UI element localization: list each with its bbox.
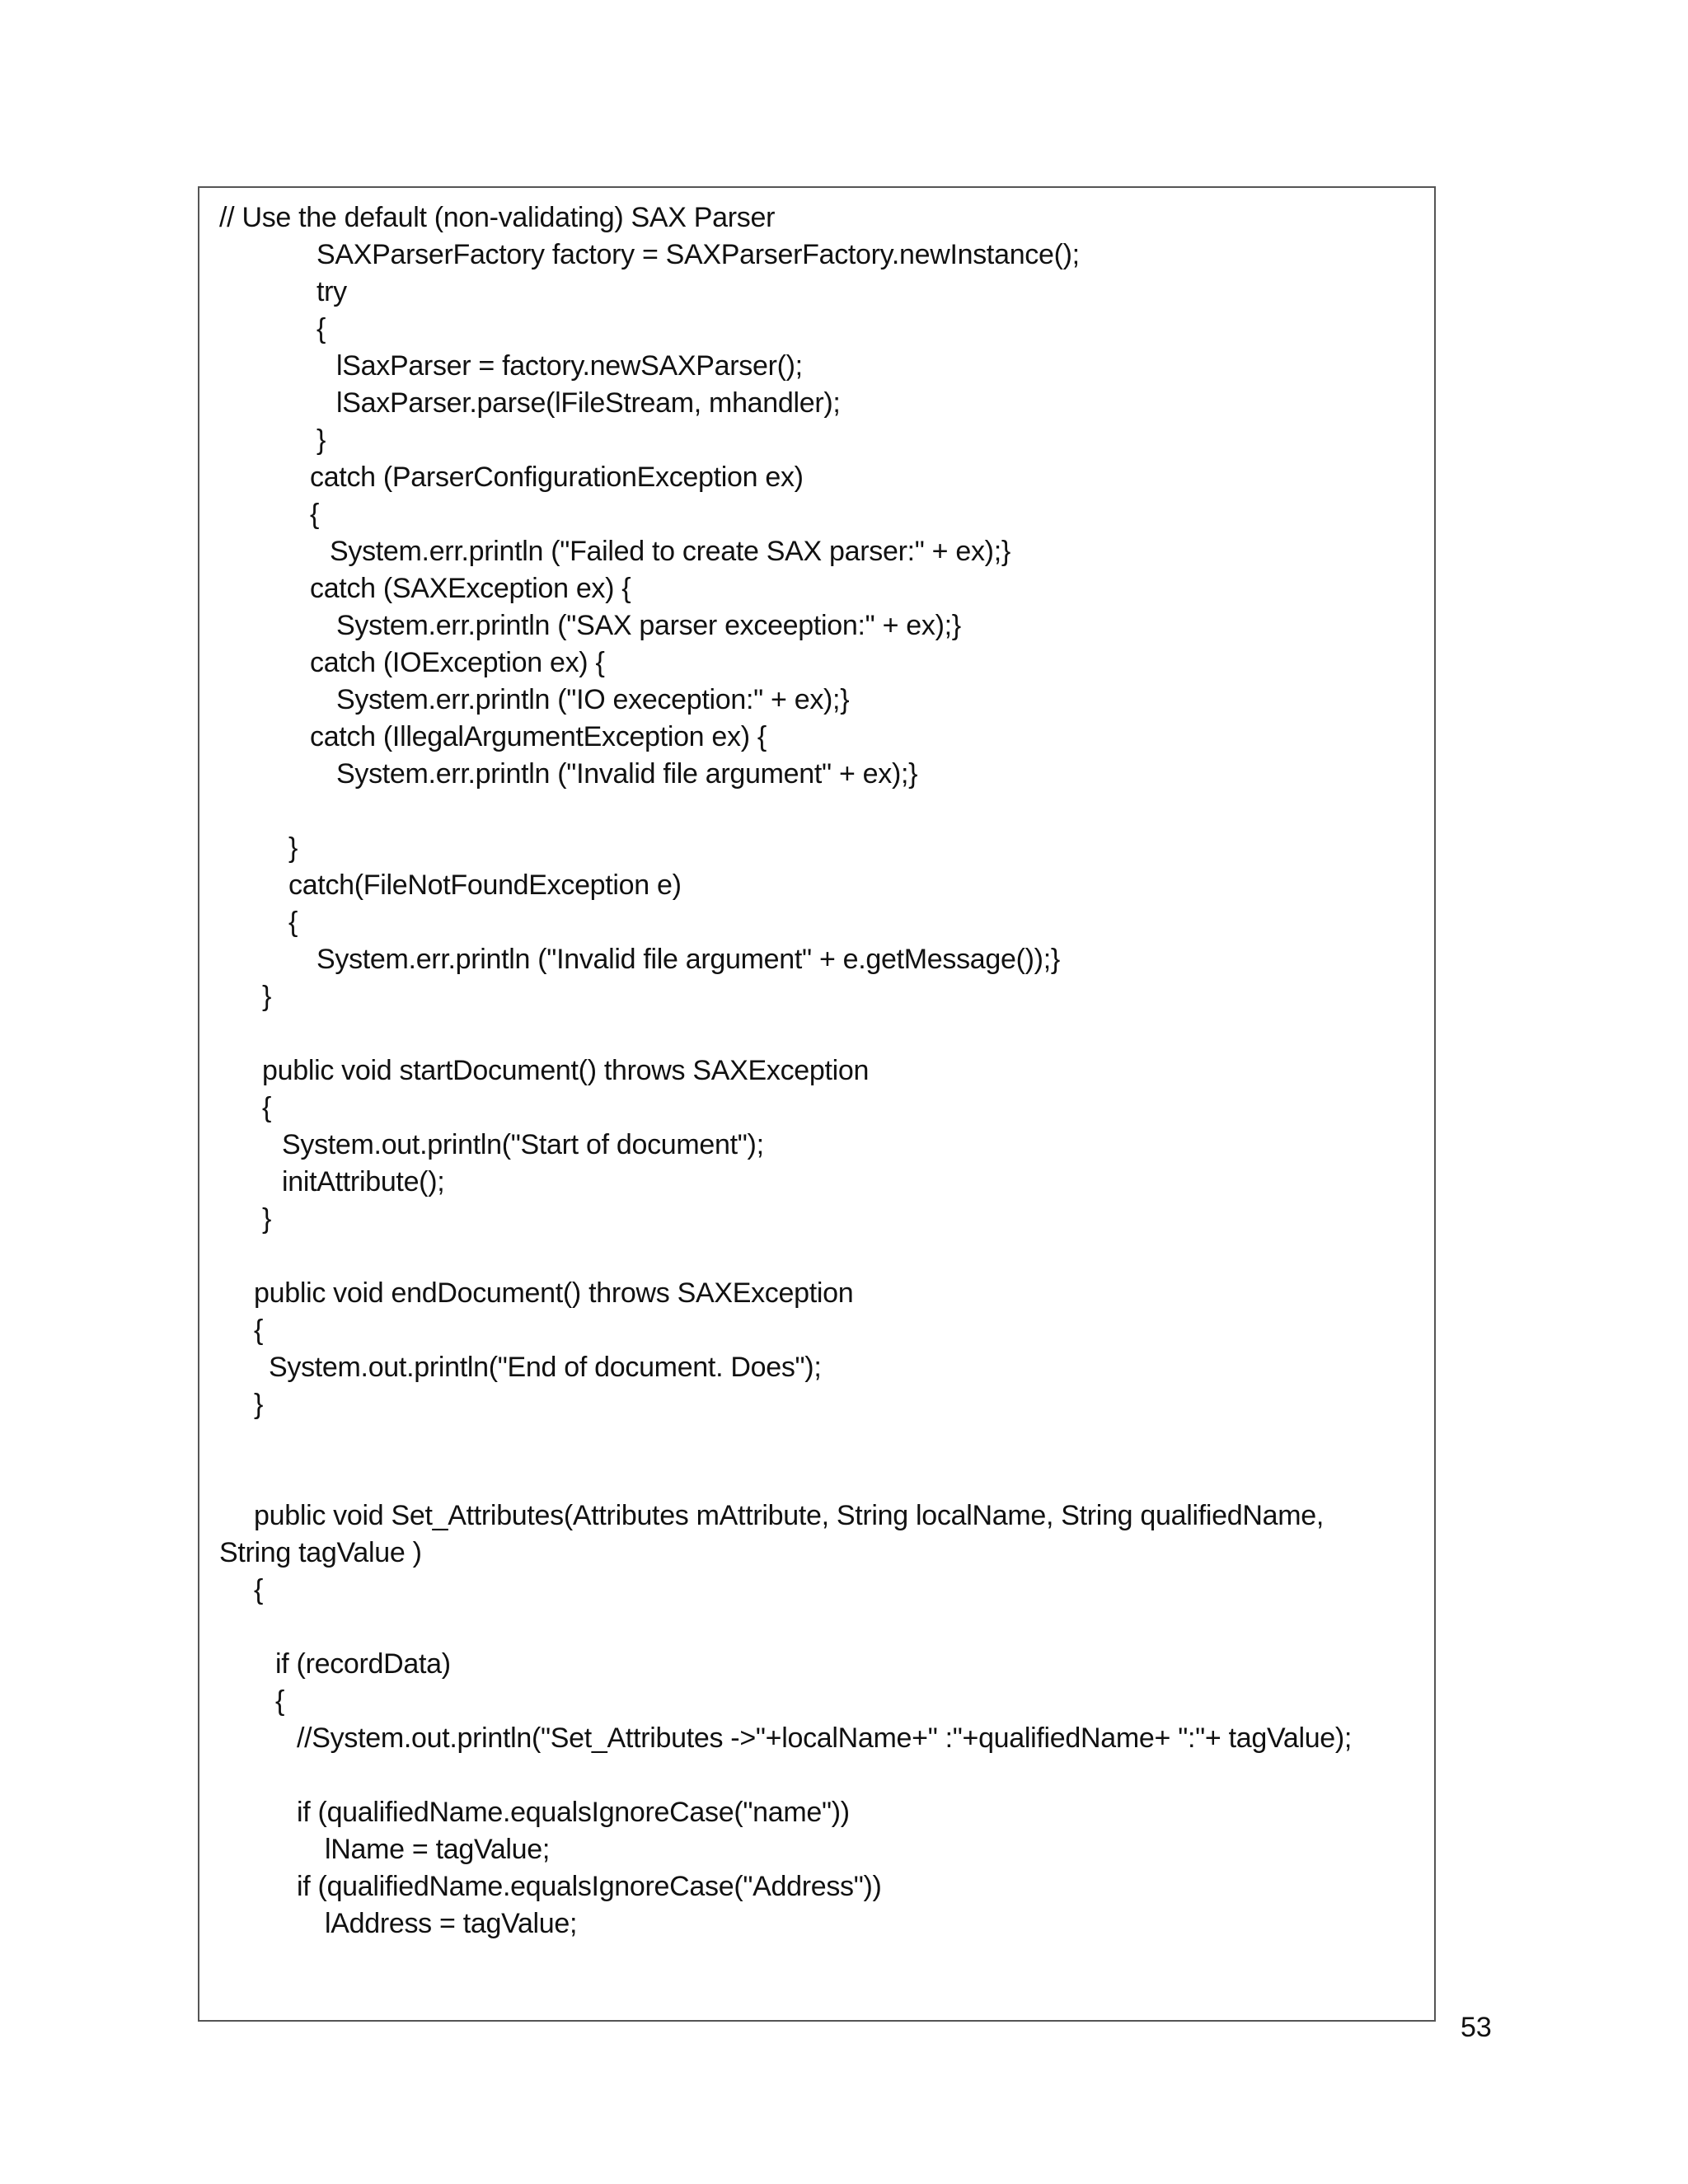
code-line: catch (IllegalArgumentException ex) { (310, 721, 767, 752)
code-line: { (254, 1315, 264, 1346)
code-line: } (262, 981, 272, 1012)
code-line: System.err.println ("Failed to create SAX parser:" + ex);} (330, 536, 1010, 567)
code-listing-box (198, 186, 1436, 2022)
code-line: public void startDocument() throws SAXException (262, 1055, 870, 1086)
code-line: catch (SAXException ex) { (310, 573, 631, 604)
code-line: catch (ParserConfigurationException ex) (310, 462, 804, 493)
code-line: { (316, 313, 326, 344)
code-line: public void endDocument() throws SAXException (254, 1277, 854, 1309)
code-line: lSaxParser = factory.newSAXParser(); (336, 350, 803, 382)
code-line: // Use the default (non-validating) SAX Parser (219, 202, 776, 233)
code-line: } (316, 424, 326, 456)
code-line: lAddress = tagValue; (325, 1908, 578, 1939)
code-line: try (316, 276, 347, 307)
code-line: { (262, 1092, 272, 1123)
code-line: System.out.println("Start of document"); (282, 1129, 764, 1160)
code-line: String tagValue ) (219, 1537, 422, 1568)
code-line: { (310, 499, 320, 530)
code-line: } (262, 1203, 272, 1235)
page-number: 53 (1461, 2012, 1492, 2043)
code-line: public void Set_Attributes(Attributes mAttribute, String localName, String qualifiedName, (254, 1500, 1325, 1531)
code-line: System.err.println ("IO exeception:" + ex);} (336, 684, 850, 715)
code-line: if (qualifiedName.equalsIgnoreCase("name")) (297, 1797, 850, 1828)
code-line: { (254, 1574, 264, 1605)
code-line: if (qualifiedName.equalsIgnoreCase("Address")) (297, 1871, 882, 1902)
code-line: //System.out.println("Set_Attributes ->"+localName+" :"+qualifiedName+ ":"+ tagValue); (297, 1722, 1353, 1754)
code-line: } (254, 1389, 264, 1420)
code-line: { (288, 907, 298, 938)
code-line: lName = tagValue; (325, 1834, 551, 1865)
code-line: System.out.println("End of document. Does"); (269, 1352, 822, 1383)
code-line: catch(FileNotFoundException e) (288, 869, 682, 901)
code-line: initAttribute(); (282, 1166, 445, 1197)
code-line: lSaxParser.parse(lFileStream, mhandler); (336, 387, 841, 419)
code-line: catch (IOException ex) { (310, 647, 605, 678)
code-line: System.err.println ("Invalid file argument" + e.getMessage());} (316, 944, 1060, 975)
code-line: System.err.println ("Invalid file argument" + ex);} (336, 758, 918, 790)
code-line: System.err.println ("SAX parser exceeption:" + ex);} (336, 610, 961, 641)
code-line: if (recordData) (275, 1648, 451, 1680)
code-line: { (275, 1685, 285, 1717)
code-line: } (288, 832, 298, 864)
code-line: SAXParserFactory factory = SAXParserFactory.newInstance(); (316, 239, 1080, 270)
